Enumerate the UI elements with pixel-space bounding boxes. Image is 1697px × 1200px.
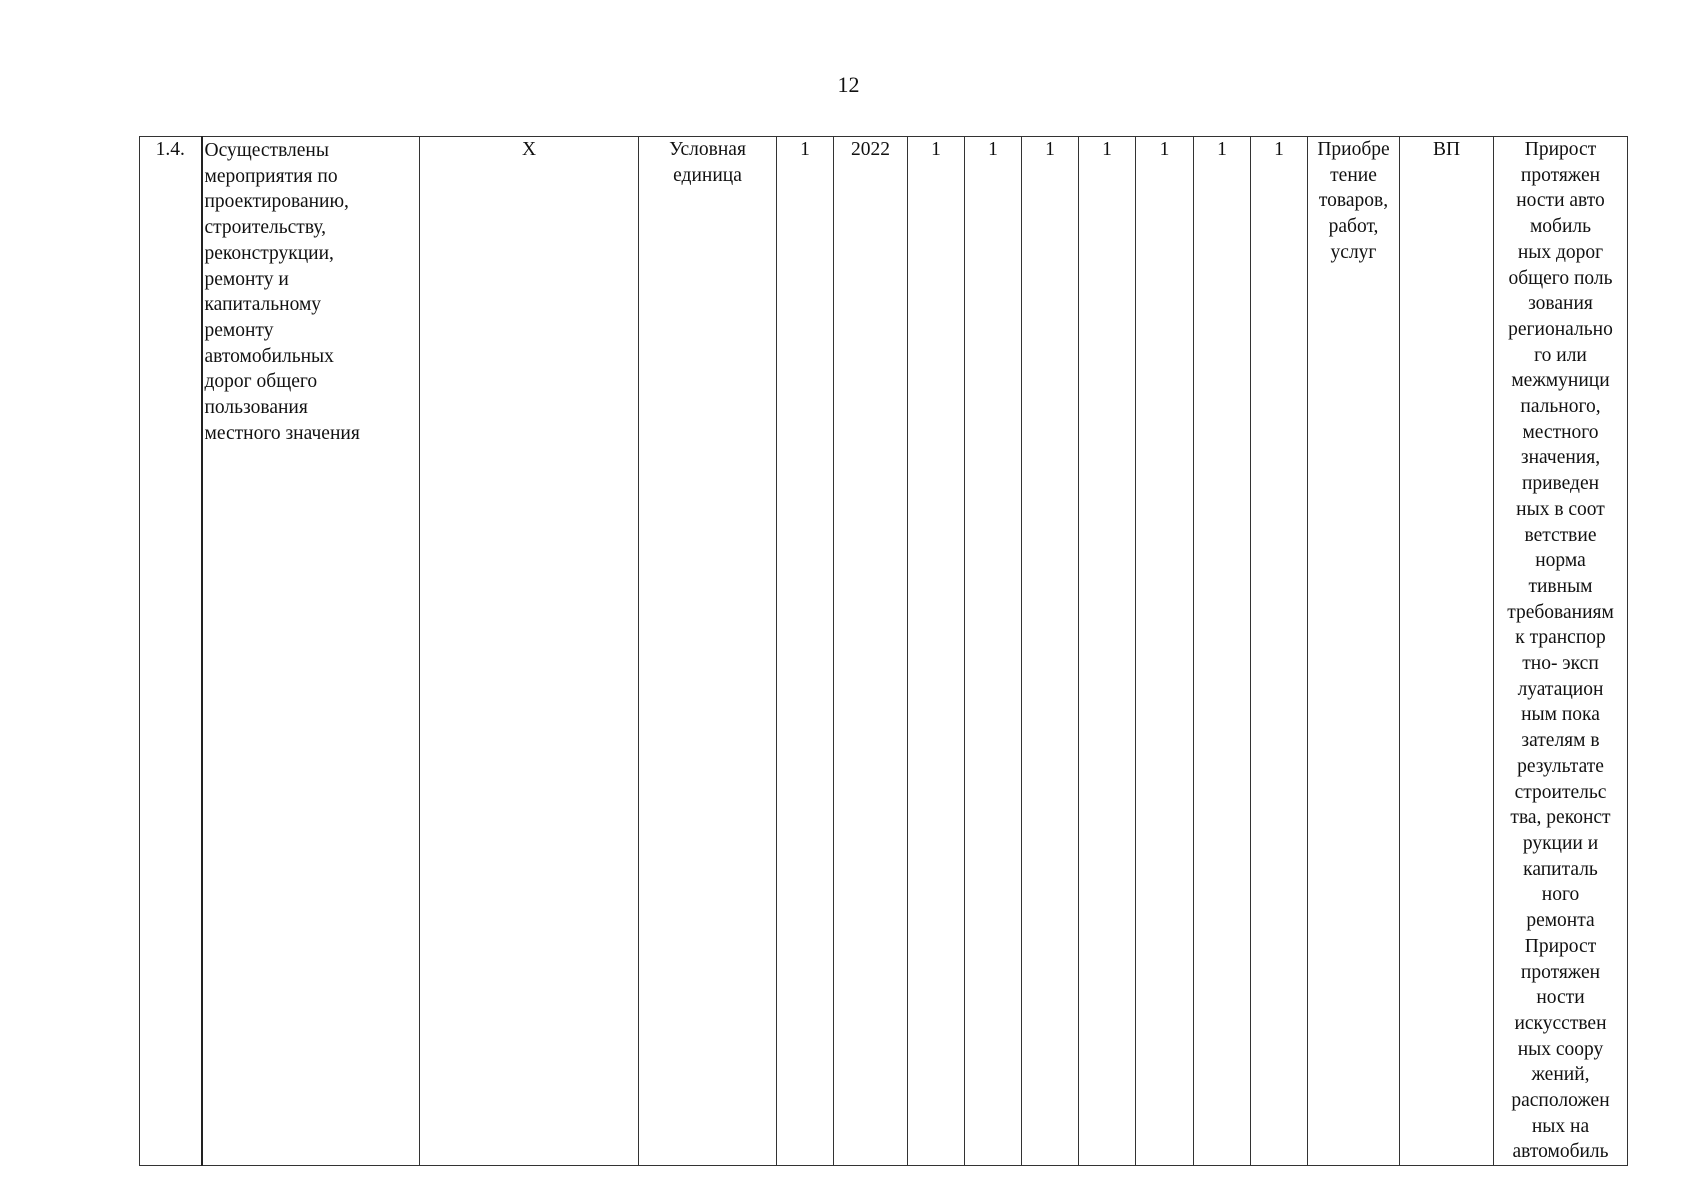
page-number: 12 <box>837 72 860 97</box>
mark-cell <box>420 137 639 1166</box>
indicator-title-line: пользования <box>204 397 308 419</box>
result-line: ных в соот <box>1516 498 1605 520</box>
indicator-title-line: ремонту <box>204 319 274 341</box>
base-year-cell <box>834 137 908 1166</box>
type-line: услуг <box>1330 241 1377 263</box>
result-line: мобиль <box>1529 216 1592 238</box>
indicator-title-line: Осуществлены <box>204 140 329 161</box>
result-line: общего поль <box>1508 267 1613 289</box>
result-line: ных соору <box>1517 1038 1604 1060</box>
year-value: 1 <box>1274 139 1284 160</box>
result-line: тивным <box>1528 575 1593 597</box>
year-value: 1 <box>1159 139 1170 160</box>
indicator-title-line: реконструкции, <box>204 242 334 264</box>
result-line: результате <box>1517 755 1604 777</box>
result-line: ности авто <box>1516 190 1605 212</box>
result-line: тва, реконст <box>1510 807 1611 829</box>
year-value-cell <box>1022 137 1079 1166</box>
year-value-cell <box>1194 137 1251 1166</box>
indicator-title-line: мероприятия по <box>204 165 338 187</box>
result-line: местного <box>1522 421 1599 443</box>
result-line: капиталь <box>1523 858 1598 880</box>
indicator-title-line: строительству, <box>204 217 327 239</box>
result-line: норма <box>1535 550 1586 572</box>
unit-line: единица <box>673 164 742 186</box>
result-line: требованиям <box>1507 601 1614 623</box>
result-line: ных на <box>1531 1115 1590 1137</box>
mark-value: Х <box>521 139 537 160</box>
year-value-cell <box>1079 137 1136 1166</box>
type-line: тение <box>1330 164 1377 186</box>
indicator-title-line: автомобильных <box>204 345 334 367</box>
result-line: зателям в <box>1521 730 1600 752</box>
indicator-title-line: проектированию, <box>204 191 349 213</box>
result-line: приведен <box>1521 473 1600 495</box>
year-value-cell <box>908 137 965 1166</box>
code-cell <box>1400 137 1494 1166</box>
year-value-cell <box>965 137 1022 1166</box>
indicator-title-line: дорог общего <box>204 371 318 393</box>
result-line: автомобиль <box>1512 1141 1609 1163</box>
result-line: протяжен <box>1520 961 1601 983</box>
indicator-title-line: местного значения <box>204 422 360 444</box>
code-value: ВП <box>1432 139 1461 160</box>
unit-cell <box>639 137 777 1166</box>
result-line: пального, <box>1520 396 1601 418</box>
result-line: ремонта <box>1526 910 1595 932</box>
unit-line: Условная <box>669 139 746 160</box>
result-line: ности <box>1536 987 1585 1009</box>
result-line: зования <box>1528 293 1593 315</box>
year-value: 1 <box>931 139 941 160</box>
result-line: искусствен <box>1514 1012 1607 1034</box>
type-cell <box>1308 137 1400 1166</box>
result-line: Прирост <box>1524 935 1597 957</box>
result-line: межмуници <box>1511 370 1610 392</box>
result-line: строительс <box>1514 781 1607 803</box>
year-value: 1 <box>1102 139 1112 160</box>
result-line: ным пока <box>1521 704 1600 726</box>
indicator-table <box>139 136 1628 1166</box>
result-line: Прирост <box>1524 139 1597 160</box>
result-line: тно- эксп <box>1522 653 1599 675</box>
indicator-title-cell <box>202 137 420 1166</box>
result-line: рукции и <box>1522 832 1599 854</box>
result-line: регионально <box>1508 318 1613 340</box>
result-line: протяжен <box>1520 164 1601 186</box>
indicator-title-line: ремонту и <box>204 268 289 290</box>
year-value: 1 <box>1045 139 1055 160</box>
type-line: Приобре <box>1317 139 1390 160</box>
table-row <box>140 137 1628 1166</box>
result-line: ветствие <box>1524 524 1597 546</box>
result-line: значения, <box>1520 447 1601 469</box>
base-value: 1 <box>800 139 810 160</box>
year-value-cell <box>1136 137 1194 1166</box>
result-line: го или <box>1534 344 1587 366</box>
year-value: 1 <box>1217 139 1227 160</box>
result-line: расположен <box>1511 1090 1610 1112</box>
result-line: к транспор <box>1515 627 1606 649</box>
type-line: работ, <box>1328 216 1379 238</box>
year-value: 1 <box>988 139 998 160</box>
base-year: 2022 <box>851 139 890 160</box>
row-number-cell <box>140 137 202 1166</box>
row-number: 1.4. <box>155 139 185 160</box>
result-line: луатацион <box>1517 678 1604 700</box>
result-cell <box>1494 137 1628 1166</box>
year-value-cell <box>1251 137 1308 1166</box>
indicator-title-line: капитальному <box>204 294 322 316</box>
result-line: жений, <box>1531 1064 1590 1086</box>
base-value-cell <box>777 137 834 1166</box>
type-line: товаров, <box>1318 190 1389 212</box>
result-line: ных дорог <box>1517 241 1604 263</box>
result-line: ного <box>1541 884 1580 906</box>
